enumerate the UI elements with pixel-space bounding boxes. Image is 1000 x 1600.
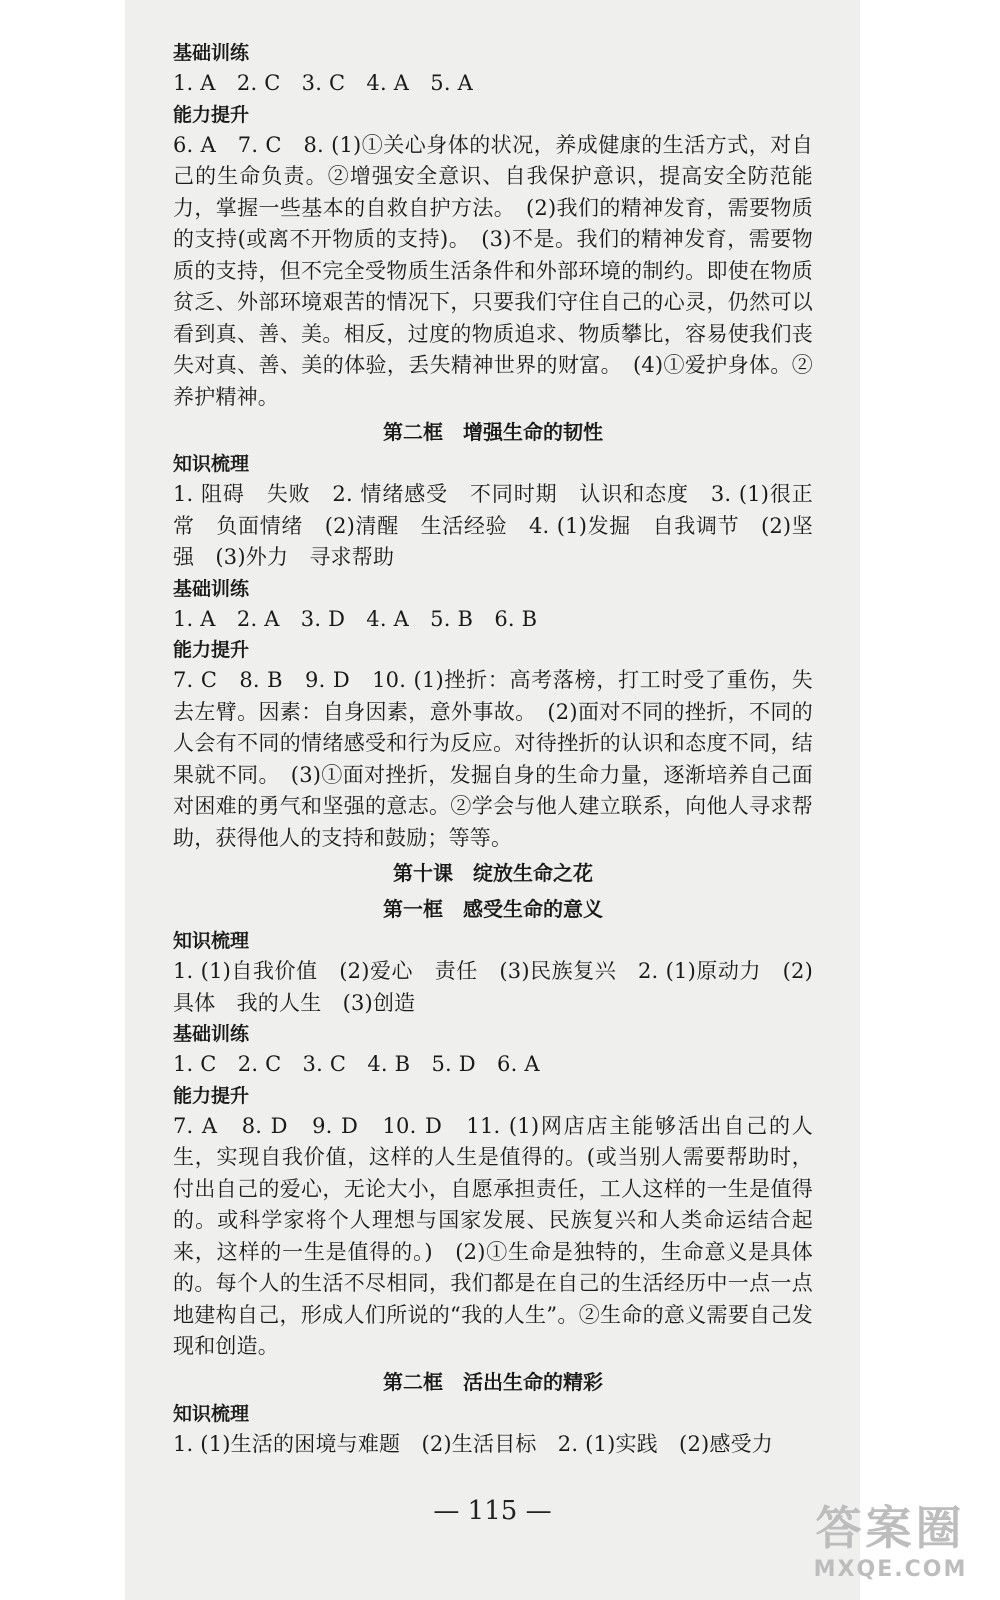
watermark-url: MXQE.COM (813, 1557, 968, 1582)
heading-ability-improvement: 能力提升 (173, 1084, 250, 1107)
section-title: 第一框 感受生命的意义 (383, 897, 603, 921)
answer-paragraph: 1. (1)自我价值 (2)爱心 责任 (3)民族复兴 2. (1)原动力 (2)具体 我的人生 (3)创造 (173, 959, 813, 1015)
heading-basic-training: 基础训练 (173, 42, 250, 64)
site-watermark (793, 1500, 988, 1592)
answer-paragraph: 7. C 8. B 9. D 10. (1)挫折：高考落榜，打工时受了重伤，失去左臂。因素：自身因素，意外事故。 (2)面对不同的挫折，不同的人会有不同的情绪感受和行为反应。对待挫折的认识和态度不同，结果就不同。 (3)①面对挫折，发掘自身的生命力量，逐渐培养自己面对困难的勇气和坚强的意志。②学会与他人建立联系，向他人寻求帮助，获得他人的支持和鼓励；等等。 (173, 668, 813, 850)
heading-ability-improvement: 能力提升 (173, 639, 250, 661)
answer-paragraph: 7. A 8. D 9. D 10. D 11. (1)网店店主能够活出自己的人生，实现自我价值，这样的人生是值得的。(或当别人需要帮助时，付出自己的爱心，无论大小，自愿承担责任，工人这样的一生是值得的。或科学家将个人理想与国家发展、民族复兴和人类命运结合起来，这样的一生是值得的。) (2)①生命是独特的，生命意义是具体的。每个人的生活不尽相同，我们都是在自己的生活经历中一点一点地建构自己，形成人们所说的“我的人生”。②生命的意义需要自己发现和创造。 (173, 1113, 813, 1358)
document-page (125, 0, 860, 1600)
watermark-logo: 答案圈 (815, 1501, 966, 1555)
lesson-title: 第十课 绽放生命之花 (393, 861, 593, 885)
heading-basic-training: 基础训练 (173, 577, 250, 600)
answer-paragraph: 1. (1)生活的困境与难题 (2)生活目标 2. (1)实践 (2)感受力 (173, 1431, 774, 1456)
answer-paragraph: 1. A 2. C 3. C 4. A 5. A (173, 71, 473, 95)
section-title: 第二框 增强生命的韧性 (383, 420, 603, 444)
heading-knowledge-review: 知识梳理 (173, 930, 250, 952)
answer-content (173, 38, 813, 1460)
page-number: — 115 — (433, 1496, 552, 1526)
heading-ability-improvement: 能力提升 (173, 103, 250, 126)
answer-paragraph: 6. A 7. C 8. (1)①关心身体的状况，养成健康的生活方式，对自己的生命负责。②增强安全意识、自我保护意识，提高安全防范能力，掌握一些基本的自救自护方法。 (2)我们的精神发育，需要物质的支持(或离不开物质的支持)。 (3)不是。我们的精神发育，需要物质的支持，但不完全受物质生活条件和外部环境的制约。即使在物质贫乏、外部环境艰苦的情况下，只要我们守住自己的心灵，仍然可以看到真、善、美。相反，过度的物质追求、物质攀比，容易使我们丧失对真、善、美的体验，丢失精神世界的财富。 (4)①爱护身体。②养护精神。 (173, 132, 813, 409)
section-title: 第二框 活出生命的精彩 (383, 1369, 603, 1394)
answer-paragraph: 1. C 2. C 3. C 4. B 5. D 6. A (173, 1052, 540, 1076)
heading-knowledge-review: 知识梳理 (173, 1402, 250, 1425)
heading-knowledge-review: 知识梳理 (173, 453, 250, 475)
heading-basic-training: 基础训练 (173, 1023, 250, 1045)
answer-paragraph: 1. 阻碍 失败 2. 情绪感受 不同时期 认识和态度 3. (1)很正常 负面情绪 (2)清醒 生活经验 4. (1)发掘 自我调节 (2)坚强 (3)外力 寻求帮助 (173, 482, 813, 569)
answer-paragraph: 1. A 2. A 3. D 4. A 5. B 6. B (173, 606, 538, 631)
